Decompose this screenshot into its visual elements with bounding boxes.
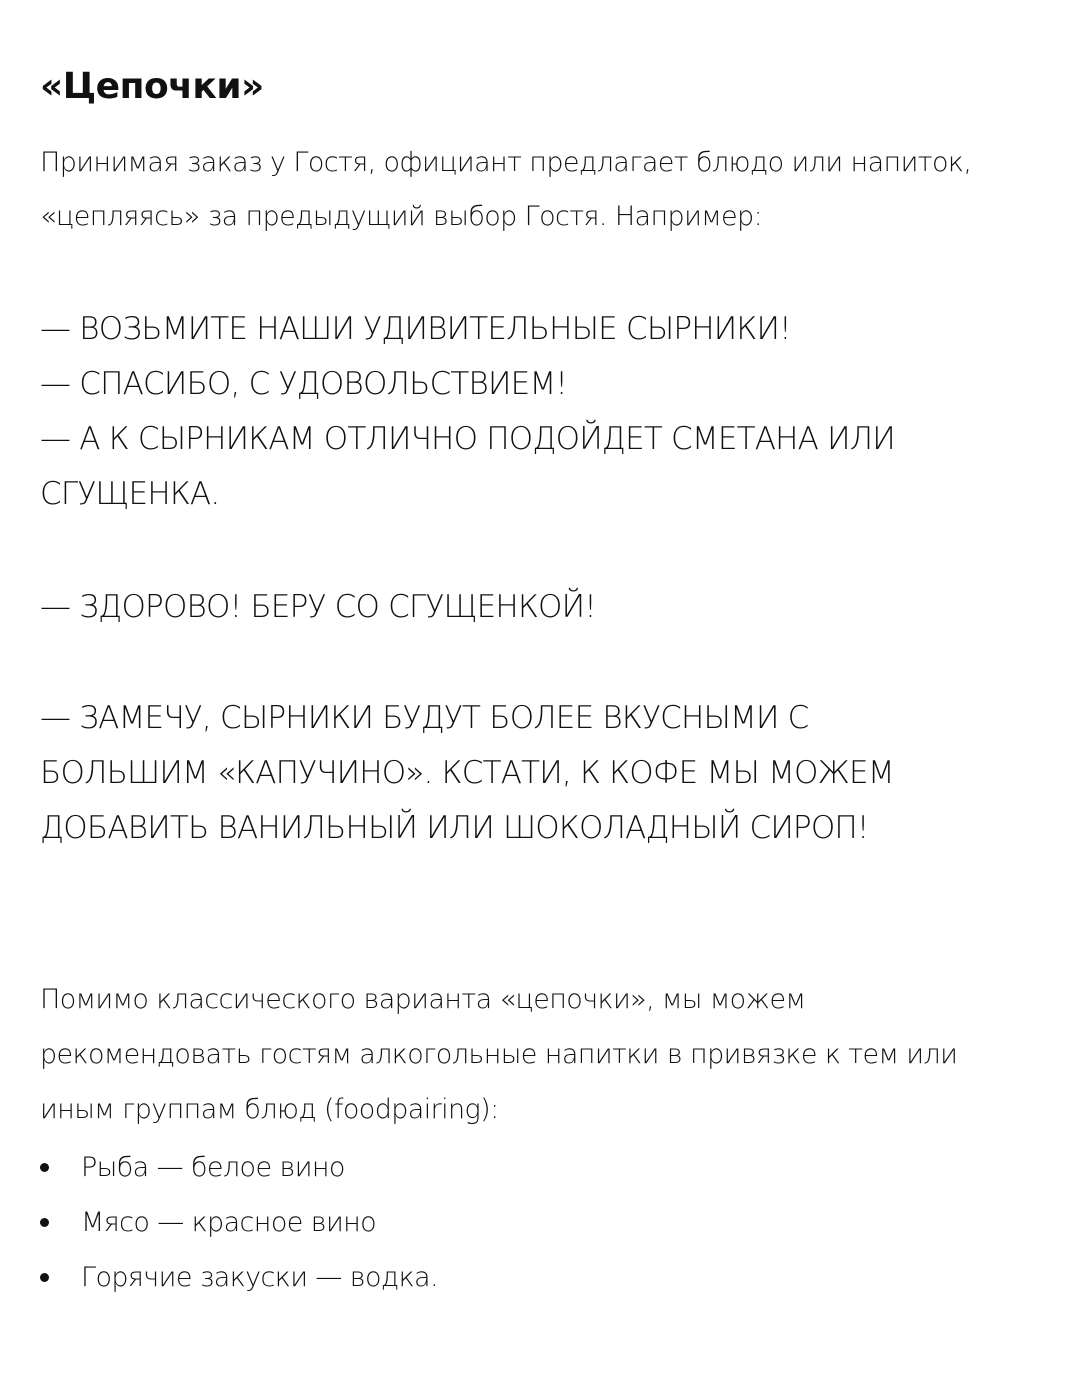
list-item bbox=[40, 1250, 438, 1305]
bullet-icon bbox=[40, 1273, 49, 1282]
dialog-line: БОЛЬШИМ «КАПУЧИНО». КСТАТИ, К КОФЕ МЫ МОЖЕМ bbox=[40, 755, 894, 791]
dialog-line: — А К СЫРНИКАМ ОТЛИЧНО ПОДОЙДЕТ СМЕТАНА ИЛИ bbox=[40, 421, 895, 457]
list-item-text: Горячие закуски — водка. bbox=[81, 1262, 438, 1293]
foodpairing-line: рекомендовать гостям алкогольные напитки в привязке к тем или bbox=[40, 1039, 958, 1070]
list-item-text: Мясо — красное вино bbox=[81, 1207, 377, 1238]
dialog-line: — ЗАМЕЧУ, СЫРНИКИ БУДУТ БОЛЕЕ ВКУСНЫМИ С bbox=[40, 700, 809, 736]
list-item bbox=[40, 1195, 438, 1250]
foodpairing-line: Помимо классического варианта «цепочки», мы можем bbox=[40, 984, 806, 1015]
foodpairing-list bbox=[40, 1140, 438, 1305]
dialog-block-3 bbox=[40, 691, 1050, 856]
foodpairing-line: иным группам блюд (foodpairing): bbox=[40, 1094, 499, 1125]
bullet-icon bbox=[40, 1163, 49, 1172]
intro-line: Принимая заказ у Гостя, официант предлагает блюдо или напиток, bbox=[40, 147, 972, 178]
dialog-line: — ВОЗЬМИТЕ НАШИ УДИВИТЕЛЬНЫЕ СЫРНИКИ! bbox=[40, 311, 791, 347]
list-item-text: Рыба — белое вино bbox=[81, 1152, 345, 1183]
dialog-block-1 bbox=[40, 302, 1050, 522]
intro-line: «цепляясь» за предыдущий выбор Гостя. Например: bbox=[40, 201, 763, 232]
intro-paragraph bbox=[40, 136, 1050, 244]
bullet-icon bbox=[40, 1218, 49, 1227]
dialog-block-2 bbox=[40, 580, 1050, 635]
section-title: «Цепочки» bbox=[40, 66, 264, 107]
dialog-line: — ЗДОРОВО! БЕРУ СО СГУЩЕНКОЙ! bbox=[40, 589, 596, 625]
dialog-line: СГУЩЕНКА. bbox=[40, 476, 220, 512]
foodpairing-paragraph bbox=[40, 972, 1050, 1137]
dialog-line: ДОБАВИТЬ ВАНИЛЬНЫЙ ИЛИ ШОКОЛАДНЫЙ СИРОП! bbox=[40, 810, 869, 846]
dialog-line: — СПАСИБО, С УДОВОЛЬСТВИЕМ! bbox=[40, 366, 568, 402]
list-item bbox=[40, 1140, 438, 1195]
